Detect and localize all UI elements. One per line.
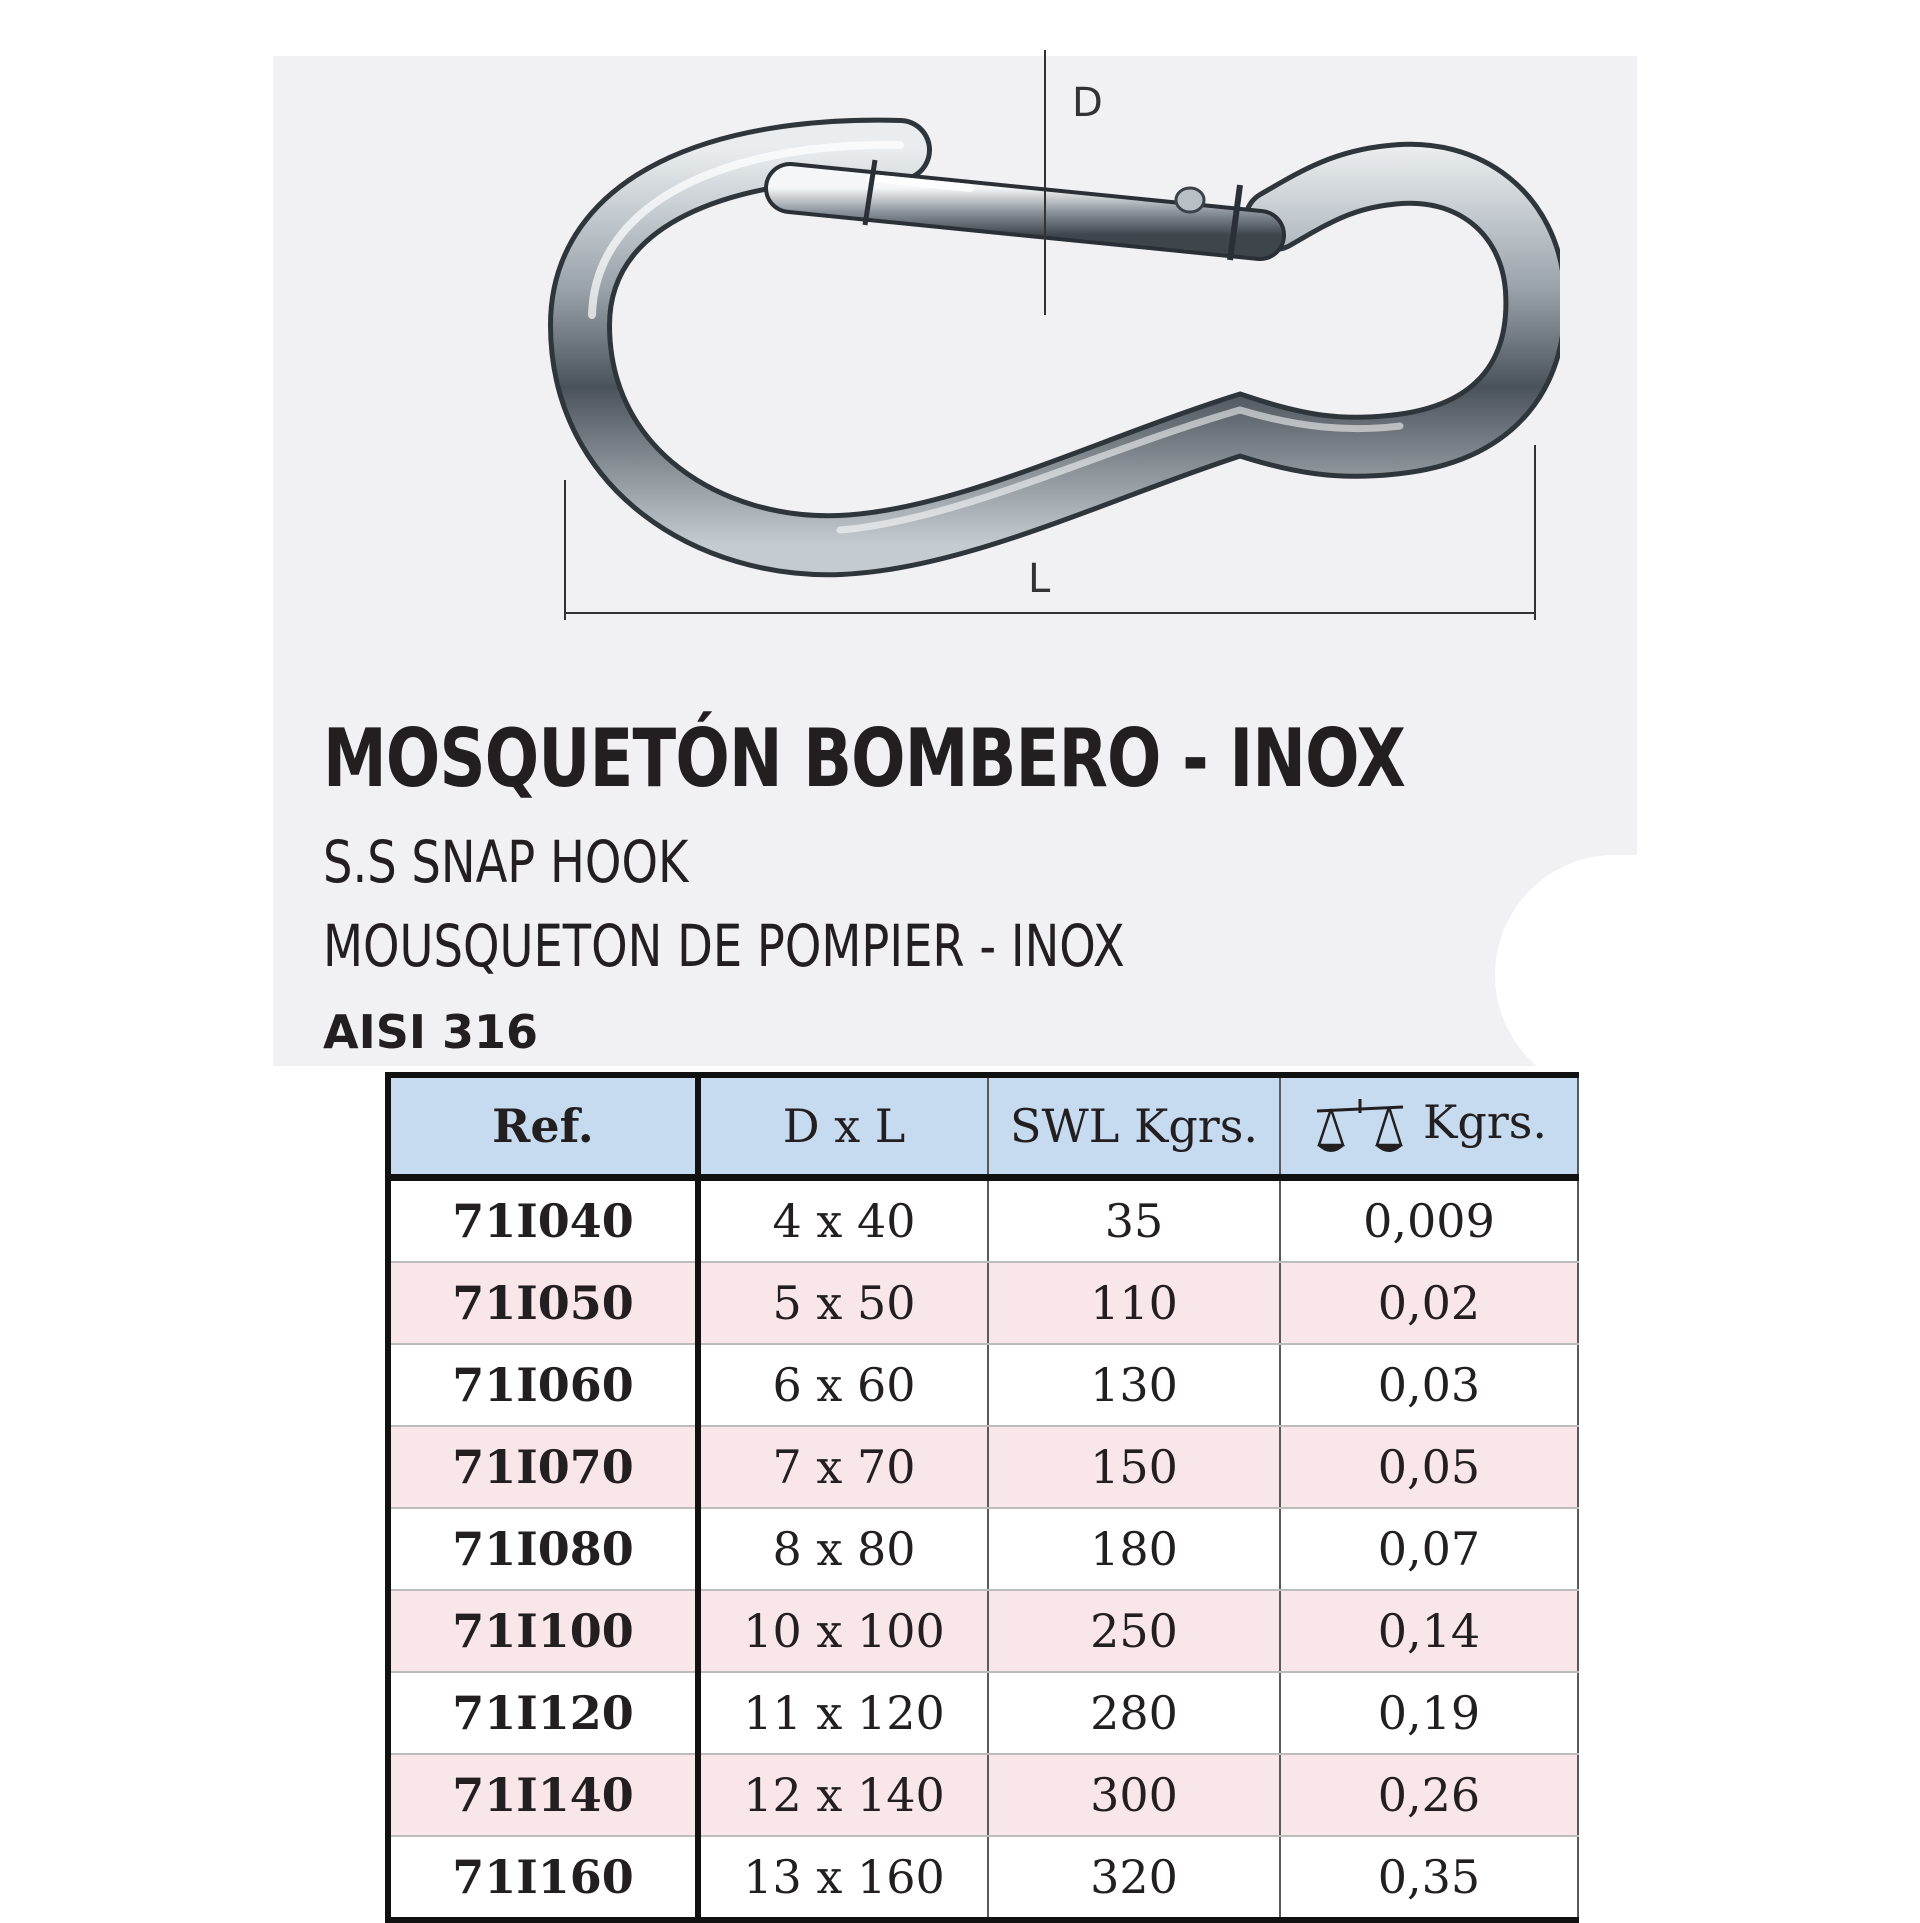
- header-weight: [1280, 1075, 1578, 1178]
- cell-ref: 71I050: [388, 1262, 698, 1344]
- material-grade: AISI 316: [323, 1005, 538, 1059]
- cell-weight: 0,009: [1280, 1178, 1578, 1263]
- cell-ref: 71I160: [388, 1836, 698, 1920]
- cell-weight: 0,14: [1280, 1590, 1578, 1672]
- header-ref: Ref.: [388, 1075, 698, 1178]
- product-subtitle-fr: MOUSQUETON DE POMPIER - INOX: [323, 912, 1125, 980]
- header-dxl: D x L: [698, 1075, 988, 1178]
- dimension-d-label: D: [1072, 80, 1103, 126]
- cell-weight: 0,03: [1280, 1344, 1578, 1426]
- table-row: [388, 1672, 1578, 1754]
- table-row: [388, 1836, 1578, 1920]
- table-header-row: [388, 1075, 1578, 1178]
- cell-swl: 280: [988, 1672, 1280, 1754]
- cell-weight: 0,02: [1280, 1262, 1578, 1344]
- scale-icon: [1311, 1093, 1409, 1159]
- product-subtitle-en: S.S SNAP HOOK: [323, 828, 689, 896]
- table-row: [388, 1754, 1578, 1836]
- table-row: [388, 1262, 1578, 1344]
- cell-swl: 180: [988, 1508, 1280, 1590]
- cell-weight: 0,19: [1280, 1672, 1578, 1754]
- header-swl: SWL Kgrs.: [988, 1075, 1280, 1178]
- cell-dxl: 13 x 160: [698, 1836, 988, 1920]
- cell-dxl: 7 x 70: [698, 1426, 988, 1508]
- cell-dxl: 6 x 60: [698, 1344, 988, 1426]
- snap-hook-image: [540, 50, 1560, 640]
- cell-dxl: 4 x 40: [698, 1178, 988, 1263]
- table-row: [388, 1426, 1578, 1508]
- cell-swl: 35: [988, 1178, 1280, 1263]
- table-row: [388, 1178, 1578, 1263]
- cell-ref: 71I070: [388, 1426, 698, 1508]
- cell-ref: 71I080: [388, 1508, 698, 1590]
- cell-ref: 71I140: [388, 1754, 698, 1836]
- cell-swl: 150: [988, 1426, 1280, 1508]
- cell-swl: 130: [988, 1344, 1280, 1426]
- cell-swl: 250: [988, 1590, 1280, 1672]
- table-row: [388, 1590, 1578, 1672]
- cell-dxl: 11 x 120: [698, 1672, 988, 1754]
- spec-table: [385, 1072, 1579, 1923]
- cell-ref: 71I120: [388, 1672, 698, 1754]
- cell-dxl: 8 x 80: [698, 1508, 988, 1590]
- cell-dxl: 10 x 100: [698, 1590, 988, 1672]
- cell-dxl: 5 x 50: [698, 1262, 988, 1344]
- cell-swl: 320: [988, 1836, 1280, 1920]
- cell-weight: 0,35: [1280, 1836, 1578, 1920]
- cell-ref: 71I040: [388, 1178, 698, 1263]
- cell-ref: 71I060: [388, 1344, 698, 1426]
- cell-weight: 0,26: [1280, 1754, 1578, 1836]
- cell-weight: 0,05: [1280, 1426, 1578, 1508]
- cell-swl: 300: [988, 1754, 1280, 1836]
- header-weight-label: Kgrs.: [1422, 1095, 1548, 1149]
- cell-dxl: 12 x 140: [698, 1754, 988, 1836]
- cell-swl: 110: [988, 1262, 1280, 1344]
- cell-weight: 0,07: [1280, 1508, 1578, 1590]
- dimension-l-label: L: [1028, 556, 1051, 602]
- table-row: [388, 1508, 1578, 1590]
- cell-ref: 71I100: [388, 1590, 698, 1672]
- table-row: [388, 1344, 1578, 1426]
- product-title: MOSQUETÓN BOMBERO - INOX: [323, 712, 1406, 805]
